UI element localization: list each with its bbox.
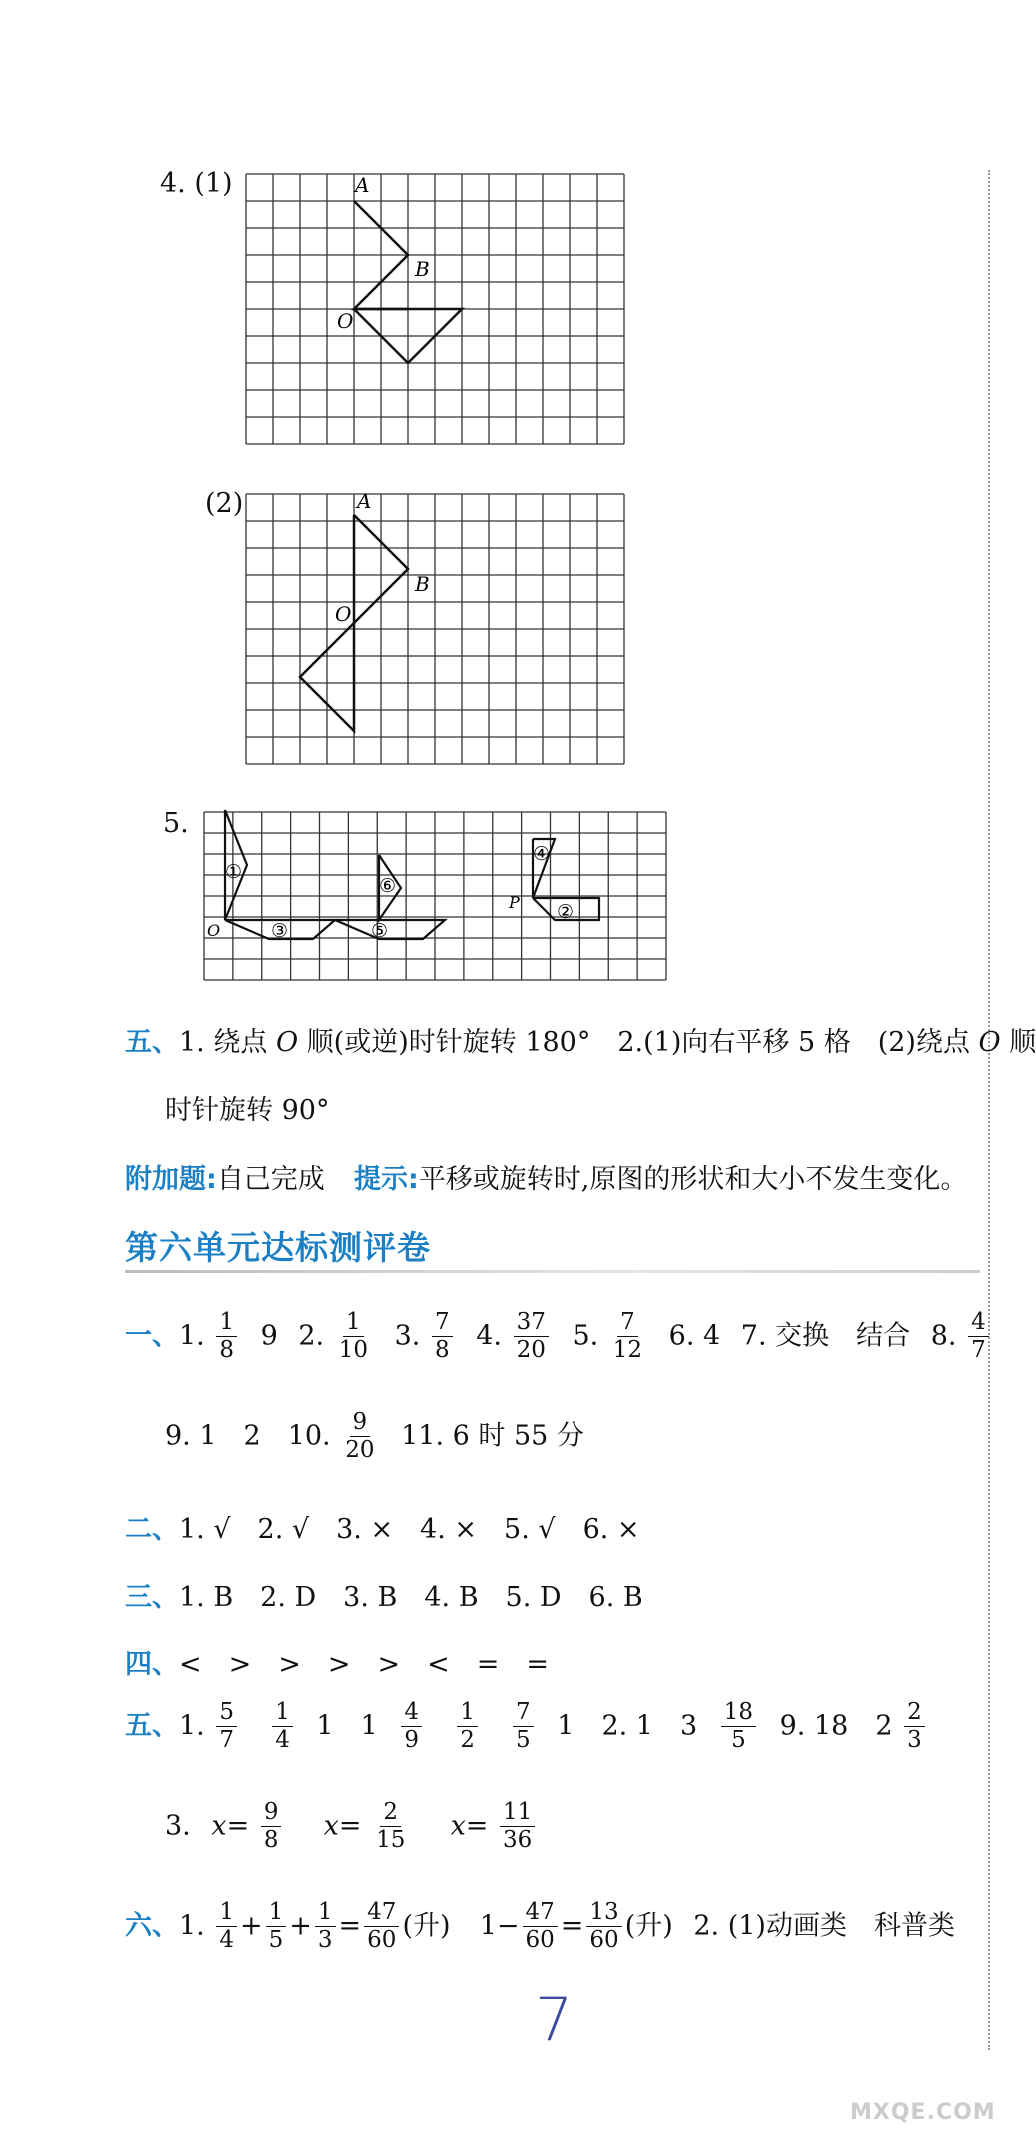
prev-sec5-text-c: 顺 [1009,1027,1036,1058]
q5-point-o: O [207,921,221,940]
q5-point-p: P [509,893,520,912]
q4-label-2: (2) [205,488,244,519]
fraction: $\frac{37}{20}$ [514,1310,549,1364]
point-a-label: A [355,173,370,197]
title-underline [125,1270,980,1273]
extra-question: 附加题:自己完成 提示:平移或旋转时,原图的形状和大小不发生变化。 [125,1164,968,1195]
fraction: $\frac{11}{36}$ [500,1800,535,1854]
fraction: $\frac{1}{4}$ [272,1700,293,1754]
prev-sec5-text-b: 顺(或逆)时针旋转 180° 2.(1)向右平移 5 格 (2)绕点 [306,1027,970,1058]
fraction: $\frac{2}{3}$ [904,1700,925,1754]
q4-grid-1 [245,168,630,450]
point-o-inline-2: O [978,1027,1001,1058]
fraction: $\frac{1}{3}$ [315,1900,336,1954]
point-o-label-2: O [335,602,352,626]
prev-sec5-text-a: 1. 绕点 [179,1027,268,1058]
prev-sec5-line2: 时针旋转 90° [165,1095,330,1126]
fraction: $\frac{13}{60}$ [586,1900,621,1954]
point-a-label-2: A [357,489,372,513]
q5-circle-4: ④ [533,843,551,865]
fraction: $\frac{1}{10}$ [338,1309,369,1364]
s5-line2: 3. x= $\frac{9}{8}$ x= $\frac{2}{15}$ x= $\frac{11}{36}$ [165,1800,538,1854]
fraction: $\frac{1}{5}$ [266,1900,287,1954]
fraction: $\frac{9}{8}$ [261,1800,282,1854]
point-b-label: B [415,257,430,281]
fraction: $\frac{5}{7}$ [216,1700,237,1754]
s3-line: 三、1. B 2. D 3. B 4. B 5. D 6. B [125,1582,643,1613]
q5-grid [203,808,679,984]
s6-line1: 六、1. $\frac{1}{4}$ + $\frac{1}{5}$ + $\frac{1}{3}$ = $\frac{47}{60}$ (升) 1− $\frac{47}{60}$ = $\frac{13}{60}$ (升) 2. (1)动画类 科普类 [125,1899,955,1954]
q4-label-1: 4. (1) [160,168,233,199]
fraction: $\frac{4}{7}$ [968,1310,989,1364]
q5-label: 5. [163,808,189,839]
extra-text-1: 自己完成 [216,1164,325,1195]
point-o-inline-1: O [275,1027,299,1058]
fraction: $\frac{4}{9}$ [401,1700,422,1754]
extra-text-2: 平移或旋转时,原图的形状和大小不发生变化。 [418,1164,968,1195]
unit-title: 第六单元达标测评卷 [125,1228,431,1267]
q5-circle-5: ⑤ [371,920,389,942]
q5-circle-1: ① [225,861,243,883]
fraction: $\frac{2}{15}$ [376,1799,406,1854]
watermark-text: MXQE.COM [850,2100,996,2125]
fraction: $\frac{18}{5}$ [721,1700,756,1754]
q4-grid-2 [245,488,630,770]
q5-circle-2: ② [557,901,575,923]
s5-line1: 五、1. $\frac{5}{7}$ $\frac{1}{4}$ 1 1 $\frac{4}{9}$ $\frac{1}{2}$ $\frac{7}{5}$ 1 2. 1 3 $\frac{18}{5}$ 9. 18 2 $\frac{2}{3}$ [125,1700,928,1754]
fraction: $\frac{1}{2}$ [457,1700,478,1754]
s1-line2: 9. 1 2 10. $\frac{9}{20}$ 11. 6 时 55 分 [165,1409,584,1464]
fraction: $\frac{47}{60}$ [523,1900,558,1954]
fraction: $\frac{47}{60}$ [364,1900,399,1954]
s2-line: 二、1. √ 2. √ 3. × 4. × 5. √ 6. × [125,1514,640,1545]
fraction: $\frac{9}{20}$ [345,1409,375,1464]
prev-sec5-prefix: 五、 [125,1027,179,1058]
q5-circle-6: ⑥ [379,875,397,897]
fraction: $\frac{7}{8}$ [432,1310,453,1364]
s1-line1: 一、1. $\frac{1}{8}$ 9 2. $\frac{1}{10}$ 3. $\frac{7}{8}$ 4. $\frac{37}{20}$ 5. $\frac{7}{12}$ 6. 4 7. 交换 结合 8. $\frac{4}{7}$ [125,1310,992,1364]
page-number: 7 [535,1985,574,2055]
prev-sec5-line1 [125,1020,1036,1059]
q5-figure-5 [335,920,445,939]
hint-label: 提示 [354,1164,408,1195]
fraction: $\frac{1}{4}$ [216,1900,237,1954]
fraction: $\frac{1}{8}$ [216,1310,237,1364]
point-b-label-2: B [415,572,430,596]
margin-dotted-line [988,170,990,2050]
q5-circle-3: ③ [271,920,289,942]
fraction: $\frac{7}{12}$ [612,1309,643,1364]
extra-label: 附加题 [125,1164,206,1195]
s4-line: 四、< > > > > < = = [125,1649,549,1680]
point-o-label: O [337,309,354,333]
fraction: $\frac{7}{5}$ [513,1700,534,1754]
